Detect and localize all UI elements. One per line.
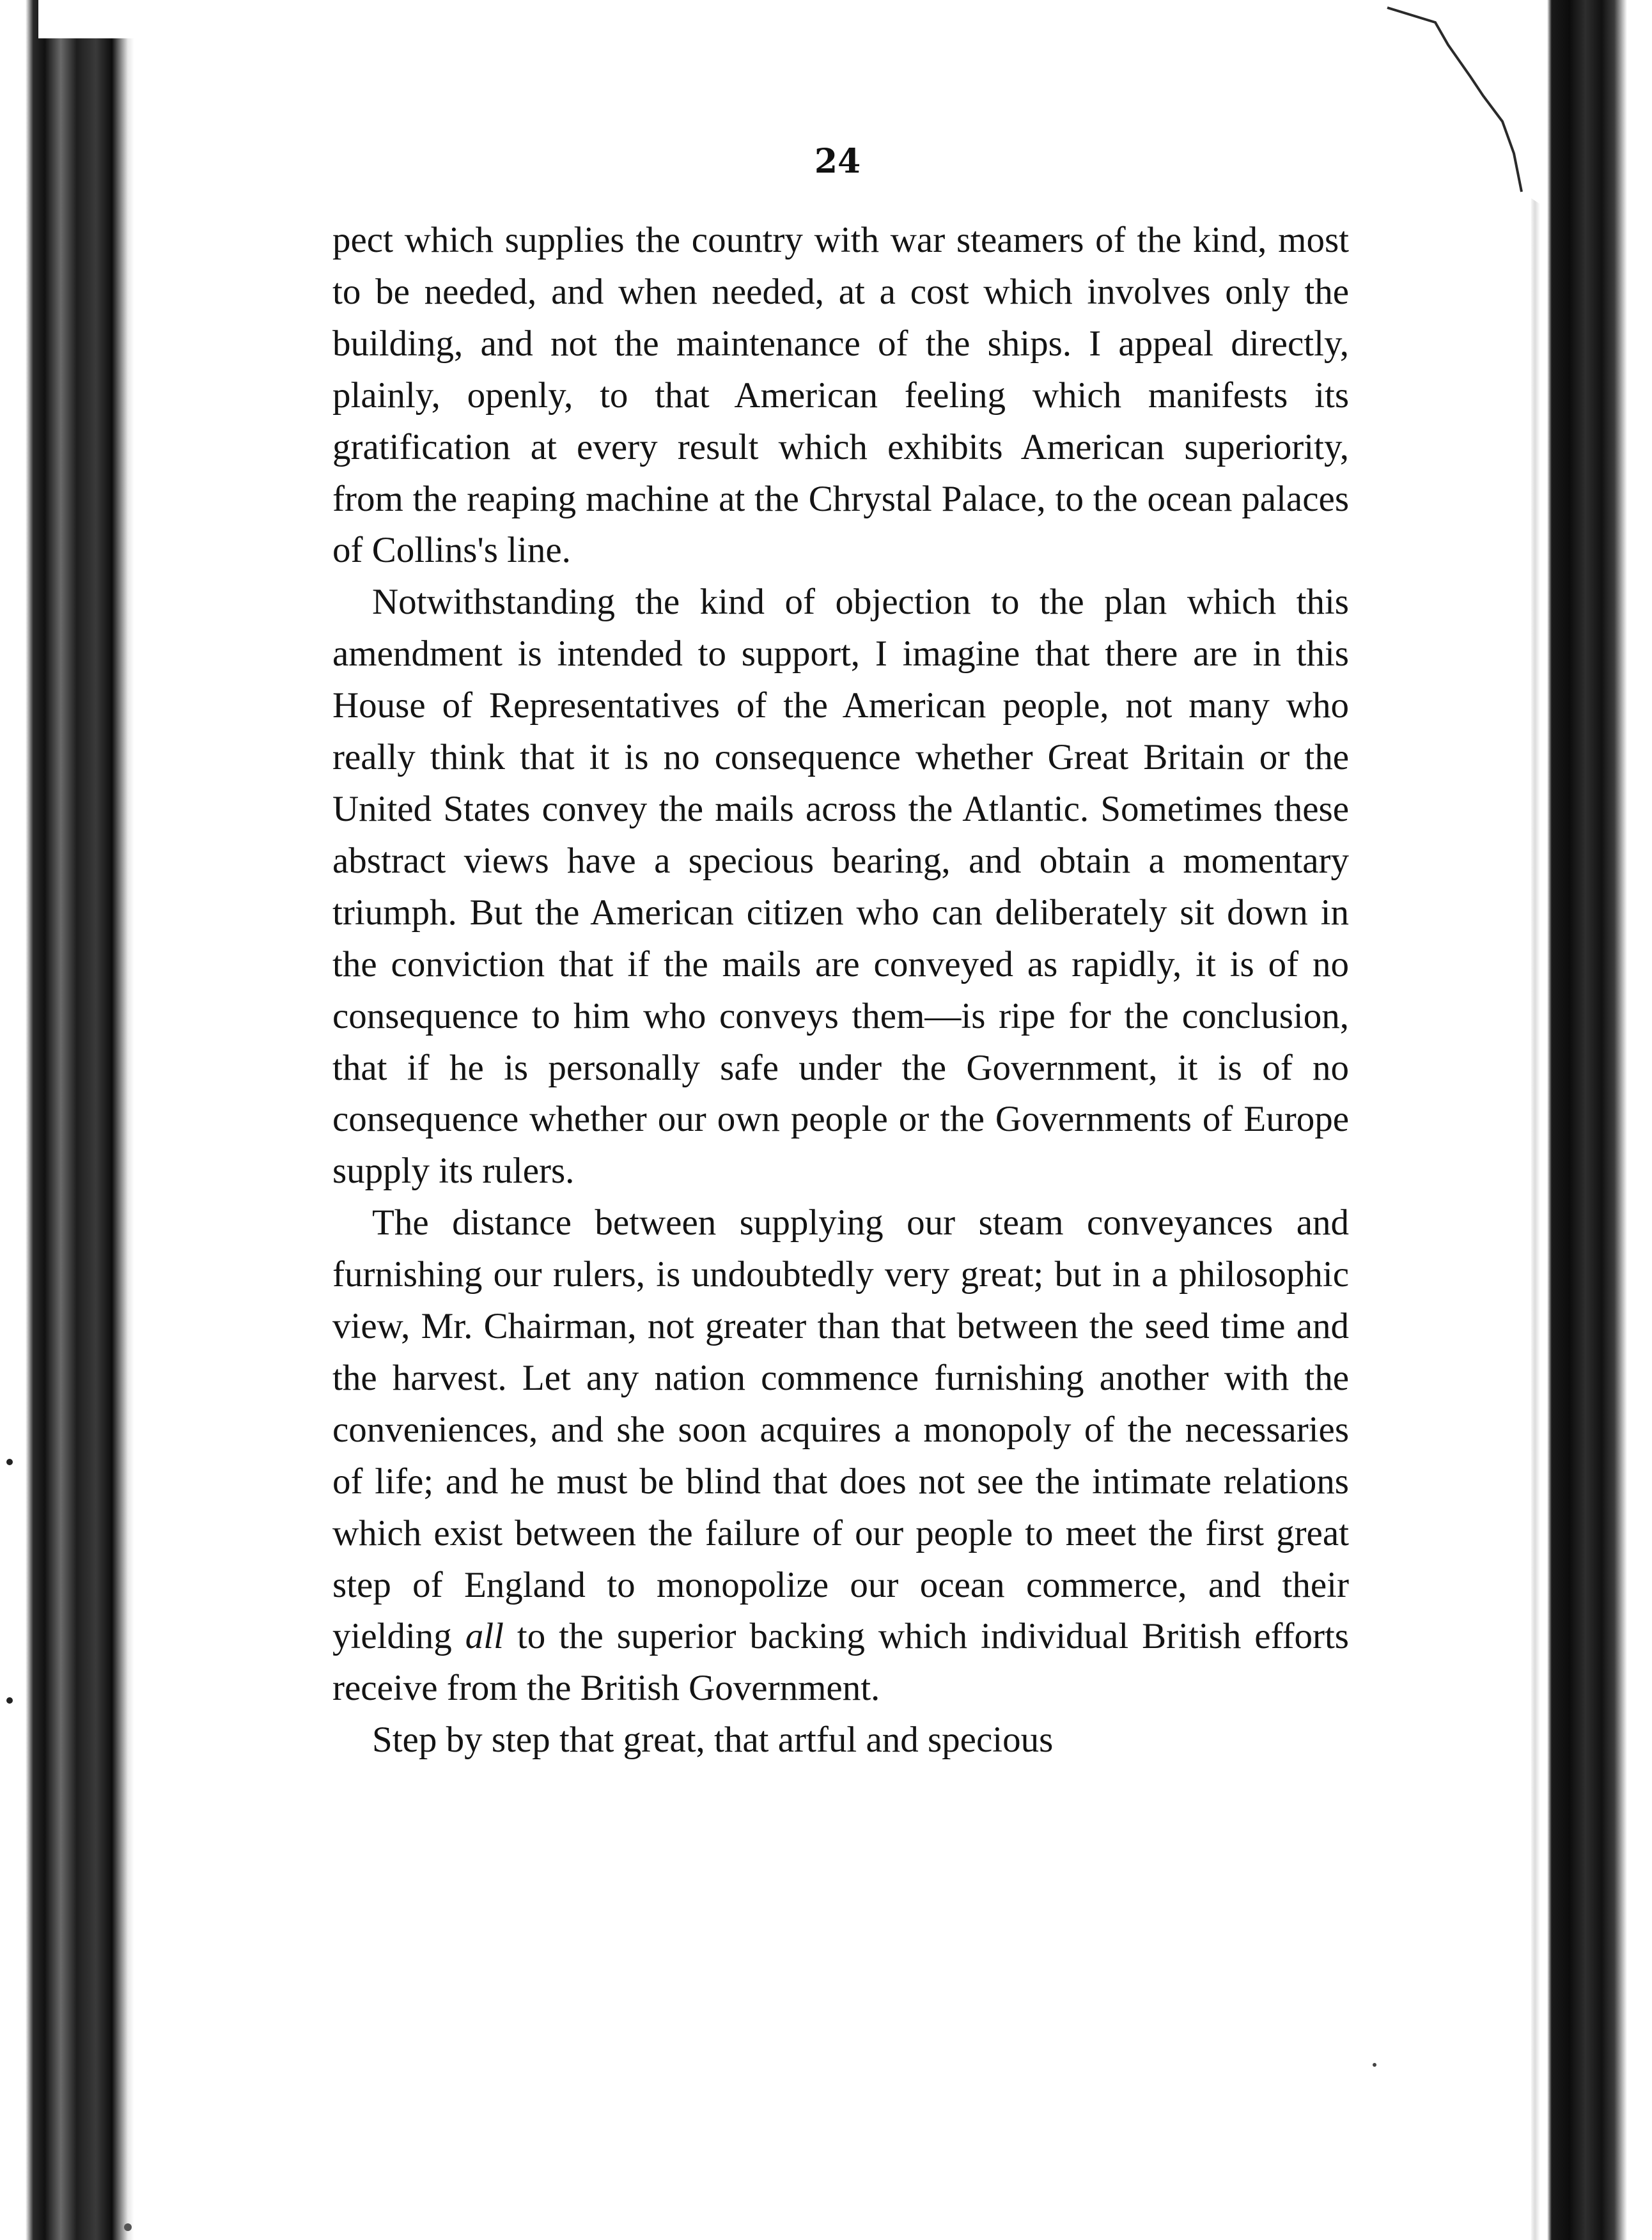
paragraph-3-text-a: The distance between supplying our steam conveyances and furnishing our rulers, is undoubtedly very great; but in a philosophic view, Mr. Chairman, not greater than that between the seed time and the harvest. Let any nation commence furnishing another with the conveniences, and she soon acquires a monopoly of the necessaries of life; and he must be blind that does not see the intimate relations which exist between the failure of our people to meet the first great step of England to monopolize our ocean commerce, and their yielding — [332, 1202, 1349, 1657]
page-number: 24 — [814, 142, 861, 181]
paragraph-3-text-b: to the superior backing which individual British efforts receive from the British Government. — [332, 1616, 1349, 1709]
paragraph-2: Notwithstanding the kind of objection to the plan which this amendment is intended to support, I imagine that there are in this House of Representatives of the American people, not many who really think that it is no consequence whether Great Britain or the United States convey the mails across the Atlantic. Sometimes these abstract views have a specious bearing, and obtain a momentary triumph. But the American citizen who can deliberately sit down in the conviction that if the mails are conveyed as rapidly, it is of no consequence to him who conveys them—is ripe for the conclusion, that if he is personally safe under the Government, it is of no consequence whether our own people or the Governments of Europe supply its rulers. — [332, 582, 1349, 1192]
paragraph-4: Step by step that great, that artful and specious — [372, 1720, 1054, 1761]
paragraph-3-italic-word: all — [465, 1616, 504, 1657]
body-text — [332, 215, 1349, 1766]
paragraph-3 — [332, 1197, 1349, 1715]
paragraph-1: pect which supplies the country with war steamers of the kind, most to be needed, and when needed, at a cost which involves only the building, and not the maintenance of the ships. I appeal directly, plainly, openly, to that American feeling which manifests its gratification at every result which exhibits American superiority, from the reaping machine at the Chrystal Palace, to the ocean palaces of Collins's line. — [332, 220, 1349, 571]
